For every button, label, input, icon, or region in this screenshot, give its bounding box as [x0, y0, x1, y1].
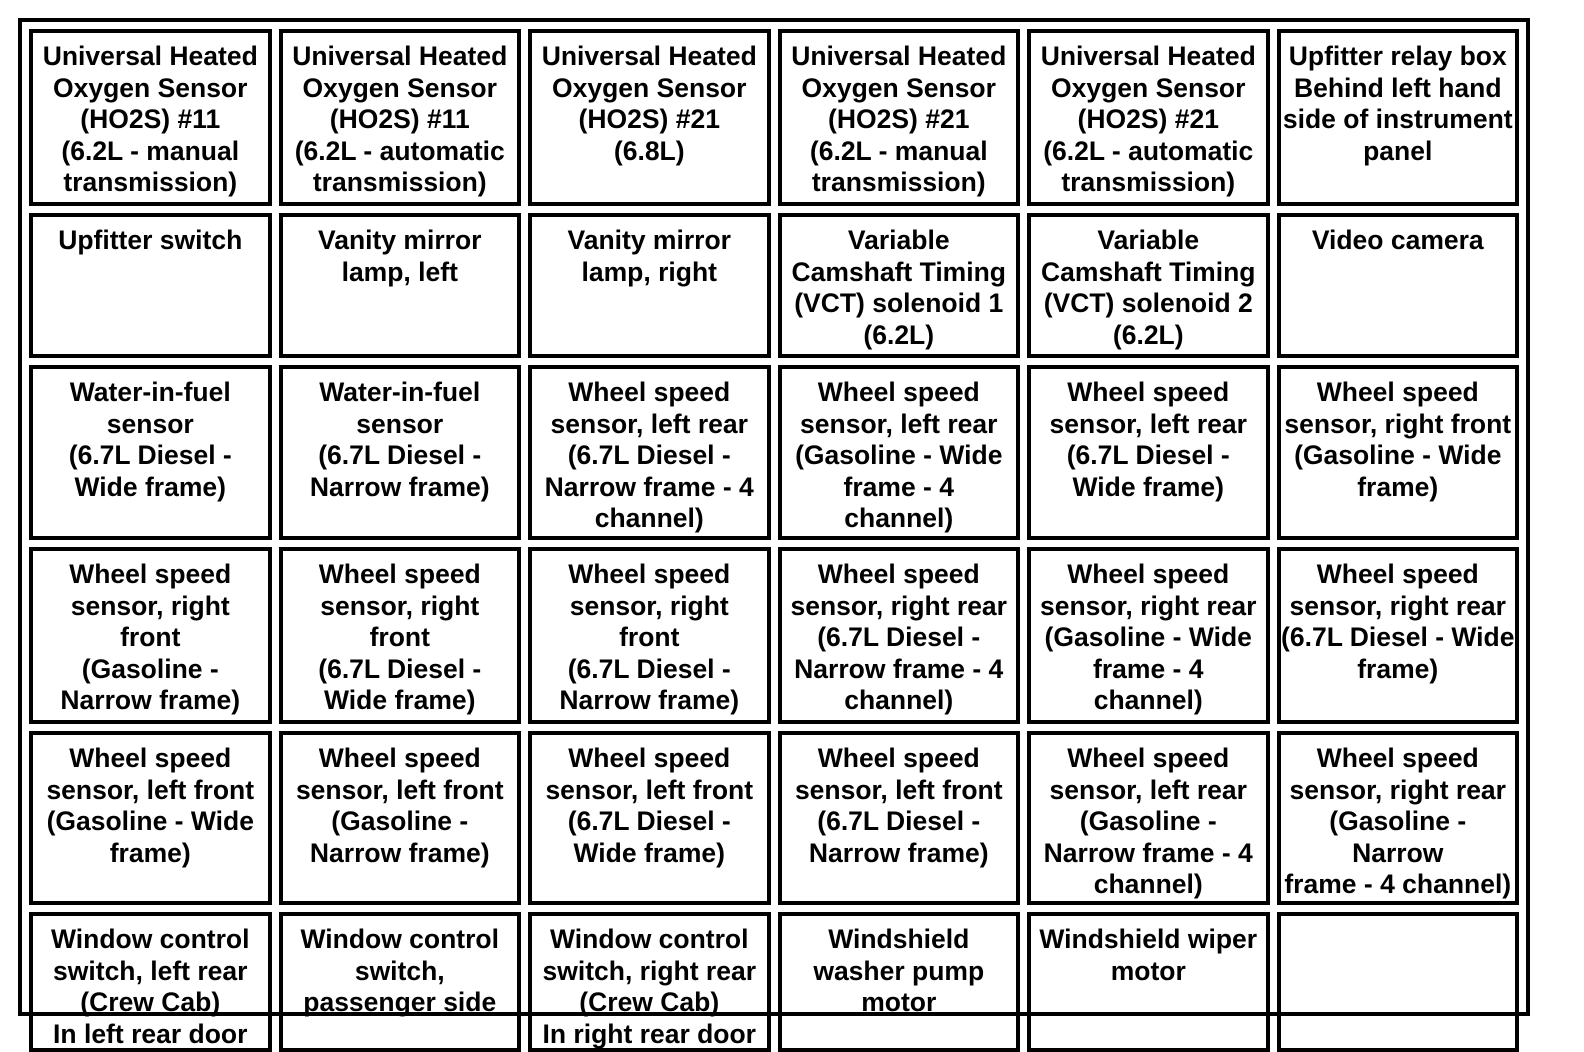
table-cell — [279, 29, 522, 206]
cell-text: Water-in-fuel sensor (6.7L Diesel - Narrow frame) — [309, 377, 490, 502]
table-cell — [279, 731, 522, 905]
table-cell — [29, 547, 272, 724]
cell-text: Universal Heated Oxygen Sensor (HO2S) #21 (6.2L - manual transmission) — [791, 41, 1007, 197]
cell-text: Wheel speed sensor, left rear (6.7L Diesel - Narrow frame - 4 channel) — [544, 377, 754, 533]
table-cell — [778, 912, 1021, 1052]
table-cell — [528, 912, 771, 1052]
cell-text: Wheel speed sensor, left front (Gasoline - Narrow frame) — [295, 743, 504, 868]
table-cell — [279, 365, 522, 540]
component-table — [18, 18, 1530, 1049]
table-cell — [279, 912, 522, 1052]
cell-text: Windshield washer pump motor — [813, 924, 985, 1017]
table-cell — [778, 731, 1021, 905]
table-cell — [528, 365, 771, 540]
cell-text: Windshield wiper motor — [1039, 924, 1258, 986]
table-cell — [528, 213, 771, 358]
cell-text: Wheel speed sensor, right front (Gasoline - Wide frame) — [1284, 377, 1512, 502]
cell-text: Variable Camshaft Timing (VCT) solenoid 1 (6.2L) — [791, 225, 1006, 350]
table-cell — [778, 547, 1021, 724]
cell-text: Wheel speed sensor, right rear (6.7L Diesel - Narrow frame - 4 channel) — [790, 559, 1007, 715]
cell-text: Window control switch, right rear (Crew Cab) In right rear door — [542, 924, 757, 1049]
table-cell — [1277, 213, 1520, 358]
table-cell — [1027, 547, 1270, 724]
table-cell — [528, 547, 771, 724]
cell-text: Wheel speed sensor, left front (6.7L Diesel - Wide frame) — [545, 743, 754, 868]
table-cell — [778, 365, 1021, 540]
table-cell — [1027, 29, 1270, 206]
cell-text: Window control switch, passenger side — [300, 924, 499, 1017]
cell-text: Wheel speed sensor, left rear (Gasoline - Narrow frame - 4 channel) — [1043, 743, 1253, 899]
table-cell — [1027, 731, 1270, 905]
table-cell — [1027, 213, 1270, 358]
cell-text: Video camera — [1311, 225, 1484, 255]
table-cell — [279, 547, 522, 724]
cell-text: Vanity mirror lamp, left — [318, 225, 482, 287]
table-cell — [528, 731, 771, 905]
empty-table-cell — [1277, 912, 1520, 1052]
cell-text: Water-in-fuel sensor (6.7L Diesel - Wide frame) — [68, 377, 232, 502]
table-cell — [1277, 29, 1520, 206]
cell-text: Wheel speed sensor, left rear (6.7L Diesel - Wide frame) — [1049, 377, 1247, 502]
cell-text: Window control switch, left rear (Crew Cab) In left rear door — [51, 924, 250, 1049]
cell-text: Variable Camshaft Timing (VCT) solenoid 2 (6.2L) — [1041, 225, 1256, 350]
table-cell — [1027, 912, 1270, 1052]
cell-text: Universal Heated Oxygen Sensor (HO2S) #11 (6.2L - automatic transmission) — [292, 41, 508, 197]
cell-text: Wheel speed sensor, right front (Gasoline - Narrow frame) — [60, 559, 241, 715]
cell-text: Wheel speed sensor, right front (6.7L Diesel - Narrow frame) — [559, 559, 740, 715]
cell-text: Wheel speed sensor, left front (6.7L Diesel - Narrow frame) — [794, 743, 1003, 868]
cell-text: Upfitter relay box Behind left hand side of instrument panel — [1282, 41, 1513, 166]
table-cell — [528, 29, 771, 206]
cell-text: Wheel speed sensor, right rear (Gasoline - Narrow frame - 4 channel) — [1284, 743, 1512, 899]
table-cell — [1027, 365, 1270, 540]
cell-text: Universal Heated Oxygen Sensor (HO2S) #21 (6.8L) — [541, 41, 757, 166]
table-cell — [1277, 731, 1520, 905]
cell-text: Universal Heated Oxygen Sensor (HO2S) #11 (6.2L - manual transmission) — [42, 41, 258, 197]
table-cell — [29, 365, 272, 540]
table-cell — [29, 912, 272, 1052]
cell-text: Vanity mirror lamp, right — [567, 225, 731, 287]
table-cell — [29, 213, 272, 358]
table-cell — [29, 731, 272, 905]
cell-text: Upfitter switch — [58, 225, 243, 255]
table-cell — [1277, 547, 1520, 724]
cell-text: Wheel speed sensor, right front (6.7L Diesel - Wide frame) — [318, 559, 482, 715]
cell-text: Wheel speed sensor, left rear (Gasoline - Wide frame - 4 channel) — [795, 377, 1003, 533]
table-cell — [778, 29, 1021, 206]
table-cell — [279, 213, 522, 358]
cell-text: Wheel speed sensor, right rear (Gasoline - Wide frame - 4 channel) — [1039, 559, 1257, 715]
table-cell — [1277, 365, 1520, 540]
cell-text: Universal Heated Oxygen Sensor (HO2S) #21 (6.2L - automatic transmission) — [1040, 41, 1256, 197]
cell-text: Wheel speed sensor, right rear (6.7L Diesel - Wide frame) — [1281, 559, 1515, 684]
cell-text: Wheel speed sensor, left front (Gasoline - Wide frame) — [46, 743, 255, 868]
table-cell — [29, 29, 272, 206]
table-cell — [778, 213, 1021, 358]
